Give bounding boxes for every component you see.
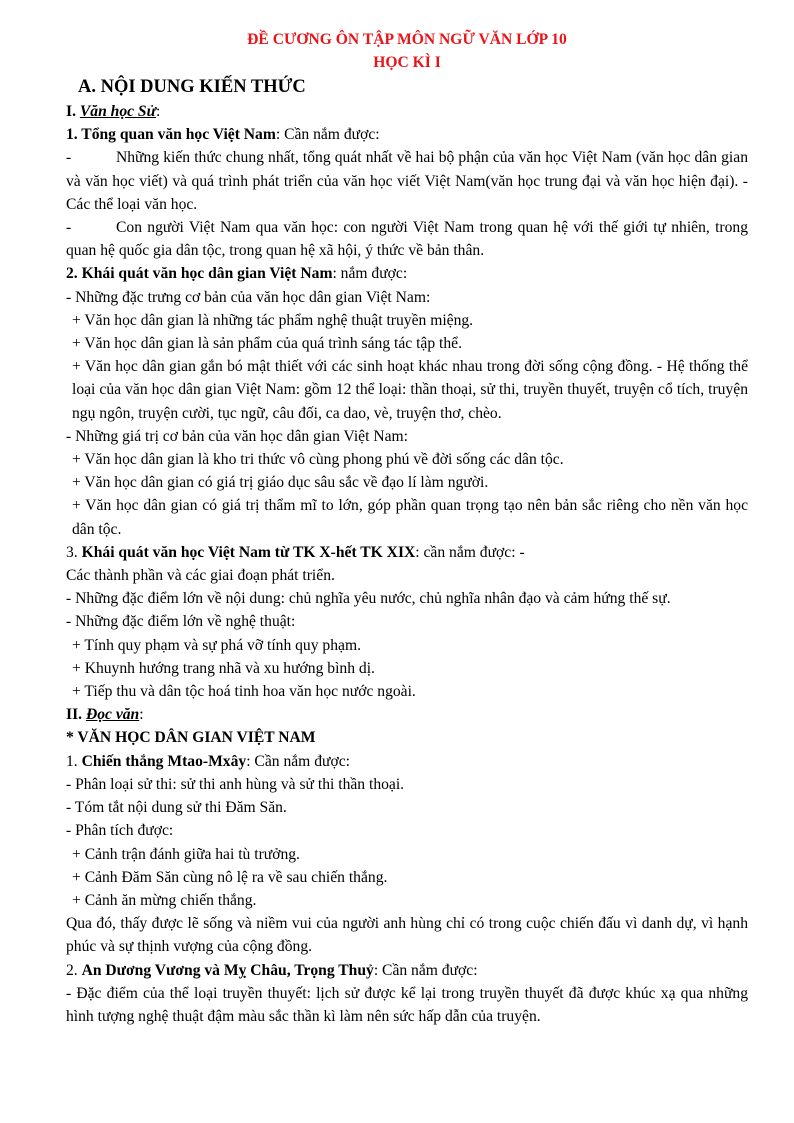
part-1-heading: I. Văn học Sử: bbox=[66, 103, 161, 120]
folk-literature-heading: * VĂN HỌC DÂN GIAN VIỆT NAM bbox=[66, 729, 316, 747]
text-2-heading: 2. An Dương Vương và Mỵ Châu, Trọng Thuỷ: Cần nắm được: bbox=[66, 961, 478, 979]
text-2-line-1: - Đặc điểm của thể loại truyền thuyết: lịch sử được kể lại trong truyền thuyết đã được khúc xạ qua những hình tượng nghệ thuật đậm màu sắc thần kì làm nên sức hấp dẫn của truyện. bbox=[66, 984, 748, 1025]
section-3-line-6: + Tiếp thu và dân tộc hoá tinh hoa văn học nước ngoài. bbox=[72, 683, 416, 701]
text-1-line-3: - Phân tích được: bbox=[66, 822, 174, 840]
section-2-line-3: + Văn học dân gian là sản phẩm của quá trình sáng tác tập thể. bbox=[72, 335, 462, 353]
section-1-heading: 1. Tổng quan văn học Việt Nam: Cần nắm được: bbox=[66, 126, 380, 144]
section-3-line-4: + Tính quy phạm và sự phá vỡ tính quy phạm. bbox=[72, 636, 361, 654]
section-3-line-3: - Những đặc điểm lớn về nghệ thuật: bbox=[66, 613, 296, 631]
section-3-line-2: - Những đặc điểm lớn về nội dung: chủ nghĩa yêu nước, chủ nghĩa nhân đạo và cảm hứng thế sự. bbox=[66, 590, 671, 608]
section-2-line-7: + Văn học dân gian có giá trị giáo dục sâu sắc về đạo lí làm người. bbox=[72, 474, 489, 492]
part-2-heading: II. Đọc văn: bbox=[66, 706, 144, 724]
text-1-line-1: - Phân loại sử thi: sử thi anh hùng và sử thi thần thoại. bbox=[66, 775, 405, 793]
document-page bbox=[66, 28, 748, 1028]
text-1-line-5: + Cảnh Đăm Săn cùng nô lệ ra về sau chiến thắng. bbox=[72, 868, 388, 886]
text-1-heading: 1. Chiến thắng Mtao-Mxây: Cần nắm được: bbox=[66, 752, 350, 770]
section-2-line-5: - Những giá trị cơ bản của văn học dân gian Việt Nam: bbox=[66, 427, 408, 445]
section-1-item-1: - Những kiến thức chung nhất, tổng quát nhất về hai bộ phận của văn học Việt Nam (văn học dân gian và văn học viết) và quá trình phát triển của văn học viết Việt Nam(văn học trung đại và văn học hiện đại). - Các thể loại văn học. bbox=[66, 149, 748, 213]
text-1-line-7: Qua đó, thấy được lẽ sống và niềm vui của người anh hùng chỉ có trong cuộc chiến đấu vì danh dự, vì hạnh phúc và sự thịnh vượng của cộng đồng. bbox=[66, 915, 748, 956]
section-3-line-5: + Khuynh hướng trang nhã và xu hướng bình dị. bbox=[72, 659, 375, 677]
text-1-line-2: - Tóm tắt nội dung sử thi Đăm Săn. bbox=[66, 799, 287, 817]
section-2-line-1: - Những đặc trưng cơ bản của văn học dân gian Việt Nam: bbox=[66, 288, 431, 306]
section-1-item-2: - Con người Việt Nam qua văn học: con người Việt Nam trong quan hệ với thế giới tự nhiên, trong quan hệ quốc gia dân tộc, trong quan hệ xã hội, ý thức về bản thân. bbox=[66, 219, 748, 260]
document-subtitle: HỌC KÌ I bbox=[373, 54, 441, 71]
section-2-line-4: + Văn học dân gian gắn bó mật thiết với các sinh hoạt khác nhau trong đời sống cộng đồng. - Hệ thống thể loại của văn học dân gian Việt Nam: gồm 12 thể loại: thần thoại, sử thi, truyền thuyết, truyện cổ tích, truyện ngụ ngôn, truyện cười, tục ngữ, câu đối, ca dao, vè, truyện thơ, chèo. bbox=[72, 358, 748, 422]
text-1-line-4: + Cảnh trận đánh giữa hai tù trưởng. bbox=[72, 845, 300, 863]
section-2-line-2: + Văn học dân gian là những tác phẩm nghệ thuật truyền miệng. bbox=[72, 311, 474, 329]
section-2-line-8: + Văn học dân gian có giá trị thẩm mĩ to lớn, góp phần quan trọng tạo nên bản sắc riêng cho nền văn học dân tộc. bbox=[72, 497, 748, 538]
section-3-heading: 3. Khái quát văn học Việt Nam từ TK X-hết TK XIX: cần nắm được: - bbox=[66, 543, 525, 561]
section-2-line-6: + Văn học dân gian là kho tri thức vô cùng phong phú về đời sống các dân tộc. bbox=[72, 451, 564, 469]
document-title: ĐỀ CƯƠNG ÔN TẬP MÔN NGỮ VĂN LỚP 10 bbox=[247, 31, 567, 48]
text-1-line-6: + Cảnh ăn mừng chiến thắng. bbox=[72, 891, 257, 909]
section-3-line-1: Các thành phần và các giai đoạn phát triển. bbox=[66, 567, 335, 585]
section-a-heading: A. NỘI DUNG KIẾN THỨC bbox=[78, 77, 306, 97]
section-2-heading: 2. Khái quát văn học dân gian Việt Nam: nắm được: bbox=[66, 265, 408, 283]
